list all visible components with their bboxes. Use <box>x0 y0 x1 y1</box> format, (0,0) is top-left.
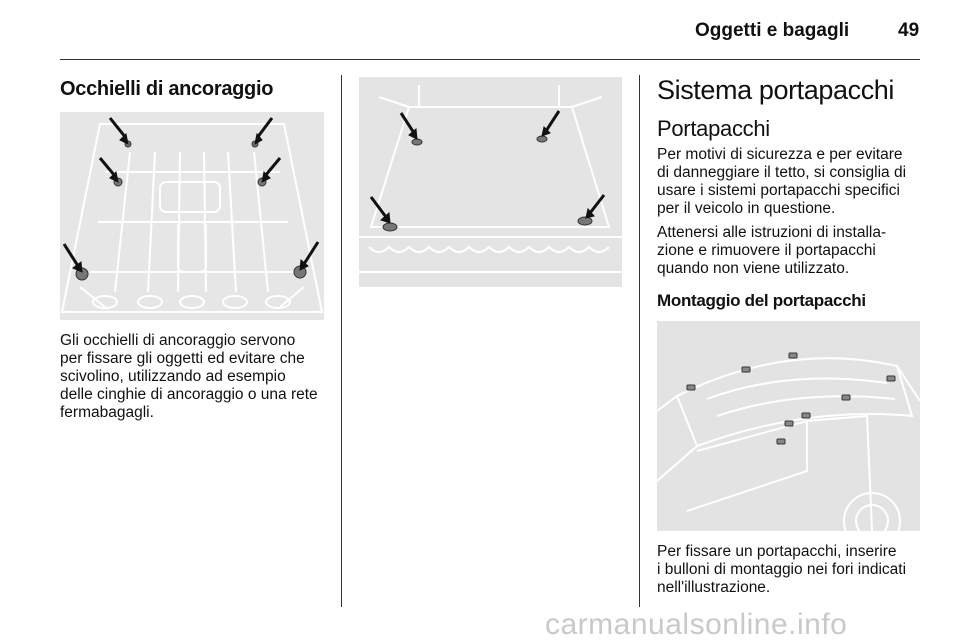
page-number: 49 <box>898 20 920 41</box>
column-divider-right <box>639 75 640 607</box>
figure-cargo-floor-eyelets <box>60 112 324 320</box>
header-rule <box>60 59 920 60</box>
section-heading-roof-rack-system: Sistema portapacchi <box>657 75 895 105</box>
subheading-roof-rack: Portapacchi <box>657 116 770 141</box>
right-paragraph-1: Per motivi di sicurezza e per evitare di danneggiare il tetto, si consiglia di usare i sistemi portapacchi specifici per il veicolo in questione. <box>657 146 907 217</box>
watermark: carmanualsonline.info <box>545 608 848 641</box>
figure-roof-mount-points <box>657 321 920 531</box>
left-paragraph: Gli occhielli di ancoraggio servono per fissare gli oggetti ed evitare che scivolino, utilizzando ad esempio delle cinghie di ancoraggio o una rete fermabagagli. <box>60 332 318 421</box>
right-paragraph-3: Per fissare un portapacchi, inserire i bulloni di montaggio nei fori indicati nell'illustrazione. <box>657 543 907 596</box>
running-header-title: Oggetti e bagagli <box>695 20 850 41</box>
section-heading-anchor-eyelets: Occhielli di ancoraggio <box>60 78 274 100</box>
column-divider-left <box>341 75 342 607</box>
subheading-mounting: Montaggio del portapacchi <box>657 291 866 310</box>
figure-cargo-area-eyelets <box>359 77 622 287</box>
right-paragraph-2: Attenersi alle istruzioni di installa- zione e rimuovere il portapacchi quando non viene utilizzato. <box>657 224 887 277</box>
